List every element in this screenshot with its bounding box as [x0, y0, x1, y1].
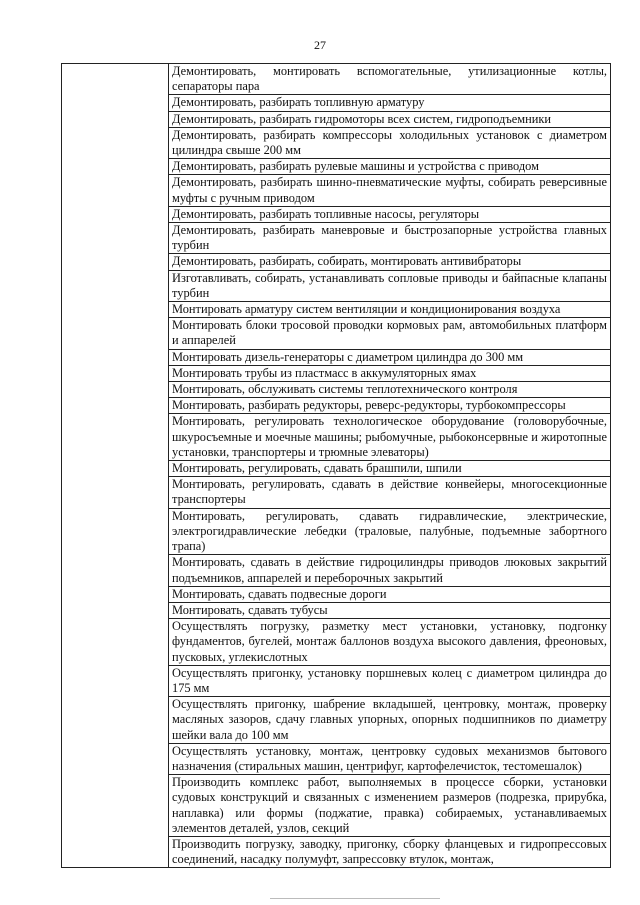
table-cell: Демонтировать, разбирать топливную арматуру	[169, 95, 611, 111]
table-cell: Осуществлять погрузку, разметку мест установки, установку, подгонку фундаментов, бугелей, монтаж баллонов воздуха высокого давления, фреоновых, пусковых, углекислотных	[169, 619, 611, 666]
table-cell: Производить погрузку, заводку, пригонку, сборку фланцевых и гидропрессовых соединений, насадку полумуфт, запрессовку втулок, монтаж,	[169, 836, 611, 867]
table-cell: Монтировать, разбирать редукторы, реверс-редукторы, турбокомпрессоры	[169, 398, 611, 414]
table-cell: Демонтировать, разбирать, собирать, монтировать антивибраторы	[169, 254, 611, 270]
table-cell: Демонтировать, разбирать шинно-пневматические муфты, собирать реверсивные муфты с ручным приводом	[169, 175, 611, 206]
labor-functions-table	[61, 63, 611, 868]
table-cell: Демонтировать, разбирать топливные насосы, регуляторы	[169, 206, 611, 222]
table-cell: Монтировать дизель-генераторы с диаметром цилиндра до 300 мм	[169, 349, 611, 365]
left-column-cell	[62, 64, 169, 868]
table-cell: Осуществлять пригонку, установку поршневых колец с диаметром цилиндра до 175 мм	[169, 665, 611, 696]
table-cell: Монтировать, сдавать в действие гидроцилиндры приводов люковых закрытий подъемников, аппарелей и переборочных закрытий	[169, 555, 611, 586]
table-cell: Монтировать трубы из пластмасс в аккумуляторных ямах	[169, 365, 611, 381]
table-cell: Производить комплекс работ, выполняемых в процессе сборки, установки судовых конструкций и связанных с изменением размеров (подрезка, прирубка, наплавка) или формы (поджатие, правка) собираемых, устанавливаемых элементов деталей, узлов, секций	[169, 775, 611, 837]
table-cell: Монтировать, регулировать, сдавать брашпили, шпили	[169, 461, 611, 477]
table-cell: Изготавливать, собирать, устанавливать сопловые приводы и байпасные клапаны турбин	[169, 270, 611, 301]
table-cell: Демонтировать, разбирать компрессоры холодильных установок с диаметром цилиндра свыше 200 мм	[169, 127, 611, 158]
table-cell: Демонтировать, разбирать рулевые машины и устройства с приводом	[169, 159, 611, 175]
table-cell: Монтировать, обслуживать системы теплотехнического контроля	[169, 382, 611, 398]
table-cell: Монтировать, сдавать тубусы	[169, 602, 611, 618]
table-cell: Монтировать, регулировать, сдавать гидравлические, электрические, электрогидравлические лебедки (траловые, палубные, подъемные забортного трапа)	[169, 508, 611, 555]
table-cell: Осуществлять установку, монтаж, центровку судовых механизмов бытового назначения (стиральных машин, центрифуг, картофелечисток, тестомешалок)	[169, 743, 611, 774]
table-row	[62, 64, 611, 95]
table-cell: Монтировать, сдавать подвесные дороги	[169, 586, 611, 602]
table-cell: Демонтировать, разбирать гидромоторы всех систем, гидроподъемники	[169, 111, 611, 127]
table-cell: Демонтировать, монтировать вспомогательные, утилизационные котлы, сепараторы пара	[169, 64, 611, 95]
scan-artifact-line	[270, 898, 440, 899]
table-cell: Монтировать, регулировать технологическое оборудование (головорубочные, шкуросъемные и моечные машины; рыбомучные, рыбоконсервные и жиротопные установки, транспортеры и трюмные элеваторы)	[169, 414, 611, 461]
table-cell: Монтировать блоки тросовой проводки кормовых рам, автомобильных платформ и аппарелей	[169, 318, 611, 349]
table-cell: Монтировать, регулировать, сдавать в действие конвейеры, многосекционные транспортеры	[169, 477, 611, 508]
table-cell: Монтировать арматуру систем вентиляции и кондиционирования воздуха	[169, 302, 611, 318]
table-cell: Демонтировать, разбирать маневровые и быстрозапорные устройства главных турбин	[169, 223, 611, 254]
table-cell: Осуществлять пригонку, шабрение вкладышей, центровку, монтаж, проверку масляных зазоров, сдачу главных упорных, опорных подшипников по диаметру шейки вала до 100 мм	[169, 697, 611, 744]
page-number: 27	[314, 38, 326, 52]
